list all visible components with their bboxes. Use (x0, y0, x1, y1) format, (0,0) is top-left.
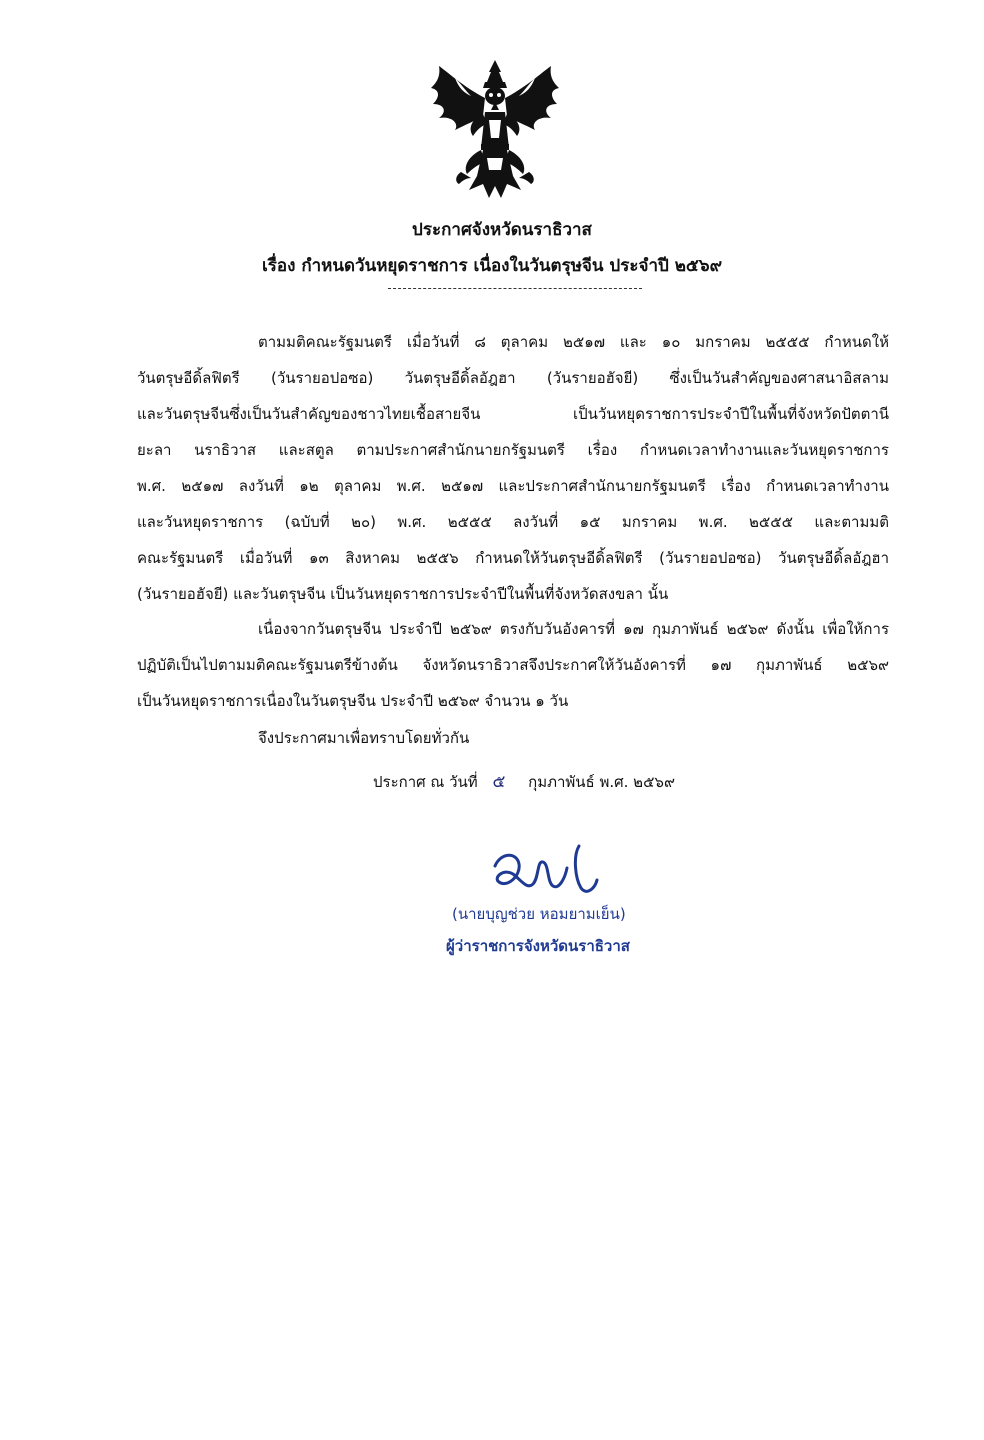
garuda-emblem-icon (425, 58, 565, 208)
paragraph-2-line: เป็นวันหยุดราชการเนื่องในวันตรุษจีน ประจำปี ๒๕๖๙ จำนวน ๑ วัน (137, 692, 569, 710)
paragraph-1-line: และวันหยุดราชการ (ฉบับที่ ๒๐) พ.ศ. ๒๕๕๕ ลงวันที่ ๑๕ มกราคม พ.ศ. ๒๕๕๕ และตามมติ (137, 513, 889, 531)
paragraph-1-line: พ.ศ. ๒๕๑๗ ลงวันที่ ๑๒ ตุลาคม พ.ศ. ๒๕๑๗ และประกาศสำนักนายกรัฐมนตรี เรื่อง กำหนดเวลาทำงาน (137, 477, 889, 495)
paragraph-2-line: ปฏิบัติเป็นไปตามมติคณะรัฐมนตรีข้างต้น จังหวัดนราธิวาสจึงประกาศให้วันอังคารที่ ๑๗ กุมภาพันธ์ ๒๕๖๙ (137, 656, 889, 674)
paragraph-1-line: คณะรัฐมนตรี เมื่อวันที่ ๑๓ สิงหาคม ๒๕๕๖ กำหนดให้วันตรุษอีดิ้ลฟิตรี (วันรายอปอซอ) วันตรุษอีดิ้ลอัฎฮา (137, 549, 889, 567)
date-month-year: กุมภาพันธ์ พ.ศ. ๒๕๖๙ (528, 773, 675, 791)
paragraph-2-line: เนื่องจากวันตรุษจีน ประจำปี ๒๕๖๙ ตรงกับวันอังคารที่ ๑๗ กุมภาพันธ์ ๒๕๖๙ ดังนั้น เพื่อให้การ (258, 620, 889, 638)
paragraph-1-line: ตามมติคณะรัฐมนตรี เมื่อวันที่ ๘ ตุลาคม ๒๕๑๗ และ ๑๐ มกราคม ๒๕๕๕ กำหนดให้ (258, 333, 889, 351)
signer-name: (นายบุญช่วย หอมยามเย็น) (452, 905, 626, 923)
paragraph-1-line: วันตรุษอีดิ้ลฟิตรี (วันรายอปอซอ) วันตรุษอีดิ้ลอัฎฮา (วันรายอฮัจยี) ซึ่งเป็นวันสำคัญของศาสนาอิสลาม (137, 369, 889, 387)
signer-position: ผู้ว่าราชการจังหวัดนราธิวาส (446, 937, 630, 955)
date-prefix: ประกาศ ณ วันที่ (373, 773, 478, 791)
title-divider (388, 288, 642, 289)
document-subject: เรื่อง กำหนดวันหยุดราชการ เนื่องในวันตรุษจีน ประจำปี ๒๕๖๙ (261, 256, 723, 276)
announcement-date (373, 768, 675, 795)
paragraph-1-line: และวันตรุษจีนซึ่งเป็นวันสำคัญของชาวไทยเชื้อสายจีน เป็นวันหยุดราชการประจำปีในพื้นที่จังหวัดปัตตานี (137, 405, 889, 423)
handwritten-signature-icon (487, 838, 612, 898)
paragraph-1-line: (วันรายอฮัจยี) และวันตรุษจีน เป็นวันหยุดราชการประจำปีในพื้นที่จังหวัดสงขลา นั้น (137, 585, 669, 603)
closing-statement: จึงประกาศมาเพื่อทราบโดยทั่วกัน (258, 729, 470, 747)
date-day: ๕ (492, 772, 506, 792)
document-title: ประกาศจังหวัดนราธิวาส (412, 220, 592, 240)
paragraph-1-line: ยะลา นราธิวาส และสตูล ตามประกาศสำนักนายกรัฐมนตรี เรื่อง กำหนดเวลาทำงานและวันหยุดราชการ (137, 441, 889, 459)
